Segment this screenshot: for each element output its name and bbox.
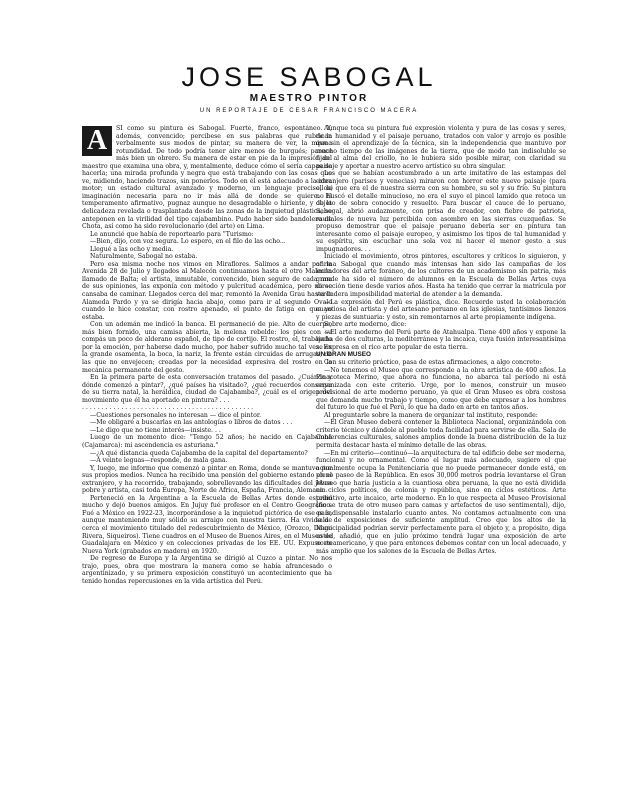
paragraph: Le anuncié que había de reportearlo para "Turismo:: [90, 230, 254, 238]
article-subtitle: MAESTRO PINTOR: [249, 93, 369, 104]
paragraph: —A veinte leguas—responde, de mala gana.: [90, 457, 228, 465]
paragraph: Con un ademán me indicó la banca. El permaneció de pie. Alto de cuerpo, más bien fornido, una camisa abierta, la melena rebelde: los pies con su compás un poco de alderano español, de tipo de cortijo. El rostro, el, trabajado por la emoción, por haberse dado mucho, por haber sufrido mucho tal vez. En la grande osamenta, la boca, la nariz, la frente están circuidas de arrugas, de las que no envejecen; creadas por la necesidad expresiva del rostro en la mecánica permanente del gesto.: [82, 321, 332, 374]
paragraph: Iniciado el movimiento, otros pintores, escultores y críticos lo siguieron, y afirma Sabogal que cuando más intensas han sido las campañas de los imitadores del arte foráneo, de los cultores de un academismo sin patria, más grande ha sido el número de alumnos en la Escuela de Bellas Artes cuya dirección tiene desde varios años. Hasta ha tenido que cerrar la matrícula por verdadera imposibilidad material de atender a la demanda.: [316, 253, 566, 299]
paragraph: —Bien, dijo, con voz segura. Lo espero, en el filo de las ocho...: [90, 238, 286, 246]
section-heading: UN GRAN MUSEO: [316, 351, 372, 359]
paragraph: . . . . . . . . . . . . . . . . . . . . . . . . . . . . . . . . . . . . . . . . . . . .: [82, 404, 254, 412]
paragraph: Aunque toca su pintura fué expresión violenta y pura de las cosas y seres, de la humanidad y el paisaje peruano, tratados con valor y arrojo es posible que sin el aprendizaje de la técnica, sin la independencia que mantuvo por mucho tiempo de las imágenes de la tierra, que de modo tan indisoluble se fijan al alma del criollo, no le hubiera sido posible mirar, con claridad su paisaje y aportar a nuestro acervo artístico su obra singular.: [316, 125, 566, 170]
drop-cap: A: [82, 126, 112, 156]
paragraph: De regreso de Europa y la Argentina se dirigió al Cuzco a pintar. No nos trajo, pues, obra que mostrara la manera como se había afrancesado o argentinizado, y su primera exposición constituyó un acontecimiento que ha tenido hondas repercusiones en la vida artística del Perú.: [82, 555, 332, 585]
paragraph: SI como su pintura es Sabogal. Fuerte, franco, espontáneo. Y, además, convencido; percibese en sus palabras que rubrican verbalmente sus modos de pintar, su manera de ver, la misma rotundidad. De todo podría tener aire menos de burgués; parece más bien un obrero. Su manera de estar en pie da la impresión del maestro que examina una obra, y, mentalmente, deduce cómo el sería capas de hacerla; una mirada profunda y negra que está trabajando con las cosas que ve, midiendo, haciendo trazos, sin ponerlos. Todo en él está adecuado a la idea motor; un estado cultural avanzado y moderno, un lenguaje preciso, la imaginación necesaria para no ir más allá de donde se quiere. El temperamento afirmativo, pugnaz aunque no desagradable o hiriente, y de la delicadeza revelada o trasplantada desde las zonas de la inquietud plástica, se anteponen en la virilidad del tipo cajabambino. Pudo haber sido bandolero de Chota, así como ha sido revolucionario (del arte) en Lima.: [82, 125, 332, 231]
paragraph: Los que se habían acostumbrado a un arte imitativo de las estampas del extranjero (parises y venecias) miraron con horror este nuevo paisaje (para ellos) que era el de nuestra sierra con su hombre, su sol y su frío. Su pintura no buscó el detalle minucioso, no era el suyo el pincel lamido que retoca un objeto de sobra conocido y resuelto. Para buscar el cauce de lo peruano, Sabogal, abrió audazmente, con prisa de creador, con fiebre de patriota, raudales de nueva luz percibida con asombro en las sierras cuzqueñas. Se propuso demostrar que el paisaje peruano debería ser en pintura tan interesante como el paisaje europeo, y asimismo los tipos de tal humanidad y su espíritu, sin escuchar una sola voz ni hacer el menor gesto a sus impugnadores. . .: [316, 170, 566, 253]
paragraph: En la primera parte de esta conversación tratamos del pasado. ¿Cuándo y dónde comenzó a pintar?, ¿qué países ha visitado?, ¿qué recuerdos conserva de su tierra natal, la heráldica, ciudad de Cajabamba?, ¿cuál es el origen del movimiento que él ha aportado en pintura? . . .: [82, 374, 332, 404]
paragraph: Pero esa misma noche nos vimos en Miraflores. Salimos a andar por la Avenida 28 de Julio y llegados al Malecón continuamos hasta el otro Malecón llamado de Balta; el artista, inmutable, convencido, bien seguro de cada una de sus opiniones, las exponía con método y pulcritud académica, pero no se cansaba de caminar. Llegados cerca del mar, remontó la Avenida Grau hasta la Alameda Pardo y ya se dirigía hacia abajo, como para ir al segundo Ovalo cuando le hice constar, con rostro apenado, el punto de fatiga en que yo estaba.: [82, 260, 332, 321]
right-column: [316, 125, 566, 785]
paragraph: Llegué a las ocho y media.: [90, 245, 174, 253]
paragraph: —Me obligaré a buscarlas en las antologías o libros de datos . . .: [90, 419, 293, 427]
paragraph: —El Gran Museo deberá contener la Biblioteca Nacional, organizándola con criterio técnico y dándole al pueblo toda facilidad para servirse de ella. Sala de Conferencias culturales, salones amplios donde la buena distribución de la luz permita destacar hasta el mínimo detalle de las obras.: [316, 419, 566, 449]
paragraph: —No tenemos el Museo que corresponde a la obra artística de 400 años. La Pinacoteca Merino, que ahora no funciona, no abarca tal período ni está organizada con este criterio. Urge, por lo menos, construir un museo provisional de arte moderno peruano, ya que el Gran Museo es obra costosa que demanda mucho trabajo y tiempo, como que debe expresar a los hombres del futuro lo que fué el Perú, lo que ha dado en arte en tantos años.: [316, 366, 566, 412]
paragraph: —El arte moderno del Perú parte de Atahualpa. Tiene 400 años y expone la lucha de dos culturas, la mediterránea y la incaica, cuya fusión interesantísima se expresa en el rico arte popular de esta tierra.: [316, 328, 566, 351]
paragraph: Y, luego, me informo que comenzó a pintar en Roma, donde se mantuvo por sus propios medios. Nunca ha recibido una pensión del gobierno estando en el extranjero, y ha recorrido, trabajando, sobrellevando las dificultades del joven pobre y artista, casi toda Europa, Norte de Africa, España, Francia, Alemania.: [82, 464, 332, 495]
paragraph: Perteneció en la Argentina a la Escuela de Bellas Artes donde estudió mucho y dejó buenos amigos. En Jujuy fué profesor en el Centro Geográfico. Fué a México en 1922-23, incorporándose a la inquietud pictórica de ese país, aunque manteniendo muy sólido su arraigo con nuestra tierra. Ha vivido de cerca el movimiento titulado del redescubrimiento de México, (Orozco, Diego Rivera, Siqueiros). Tiene cuadros en el Museo de Buenos Aires, en el Museo de Guadalajara en México y en colecciones privadas de los EE. UU. Expuso en Nueva York (grabados en madera) en 1920.: [82, 494, 332, 555]
paragraph: —¿A qué distancia queda Cajabamba de la capital del departamento?: [90, 449, 308, 457]
paragraph: Sobre arte moderno, dice:: [324, 321, 407, 329]
paragraph: Al preguntarle sobre la manera de organizar tal instituto, responde:: [324, 411, 538, 419]
paragraph: —Cuestiones personales no interesan — dice el pintor.: [90, 411, 262, 419]
left-column: [82, 125, 332, 785]
paragraph: —Le digo que no tiene interés—insiste. . .: [90, 426, 221, 434]
paragraph: Luego de un momento dice: "Tengo 52 años; he nacido en Cajabamba (Cajamarca): mi ascendencia es asturiana.": [82, 434, 332, 449]
article-title: JOSE SABOGAL: [181, 62, 437, 92]
article-byline: UN REPORTAJE DE CESAR FRANCISCO MACERA: [199, 108, 419, 114]
paragraph: Con su criterio práctico, pasa de estas afirmaciones, a algo concreto:: [324, 358, 542, 366]
paragraph: —La expresión del Perú es plástica, dice. Recuerde usted la colaboración cuantiosa del artista y del artesano peruano en las iglesias, tantísimos lienzos y piezas de suntuaria: y esto, sin remontarnos al arte propiamente indígena.: [316, 298, 566, 321]
paragraph: Naturalmente, Sabogal no estaba.: [90, 253, 198, 261]
paragraph: —En mi criterio—continuó—la arquitectura de tal edificio debe ser moderna, funcional y no ornamental. Como el lugar más adecuado, sugiero el que actualmente ocupa la Penitenciaría que no puede permanecer donde está, en pleno paseo de la República. En esos 30,000 metros podría levantarse el Gran Museo que haría justicia a la cuantiosa obra peruana, la que no está dividida en ciclos políticos, de colonia y república, sino en ciclos estéticos. Arte primitivo, arte incaico, arte moderno. En lo que respecta al Museo Provisional (no se trata de otro museo para camas y artefactos de uso sentimental), dijo, es indispensable instalarlo cuanto antes. No contamos actualmente con una sala de exposiciones de suficiente amplitud. Creo que los altos de la Municipalidad podrían servir perfectamente para el objeto y, a propósito, diga usted, añadió, que en julio próximo tendrá lugar una exposición de arte norteamericano, y que para entonces debemos contar con un local adecuado, y más amplio que los salones de la Escuela de Bellas Artes.: [316, 449, 566, 555]
